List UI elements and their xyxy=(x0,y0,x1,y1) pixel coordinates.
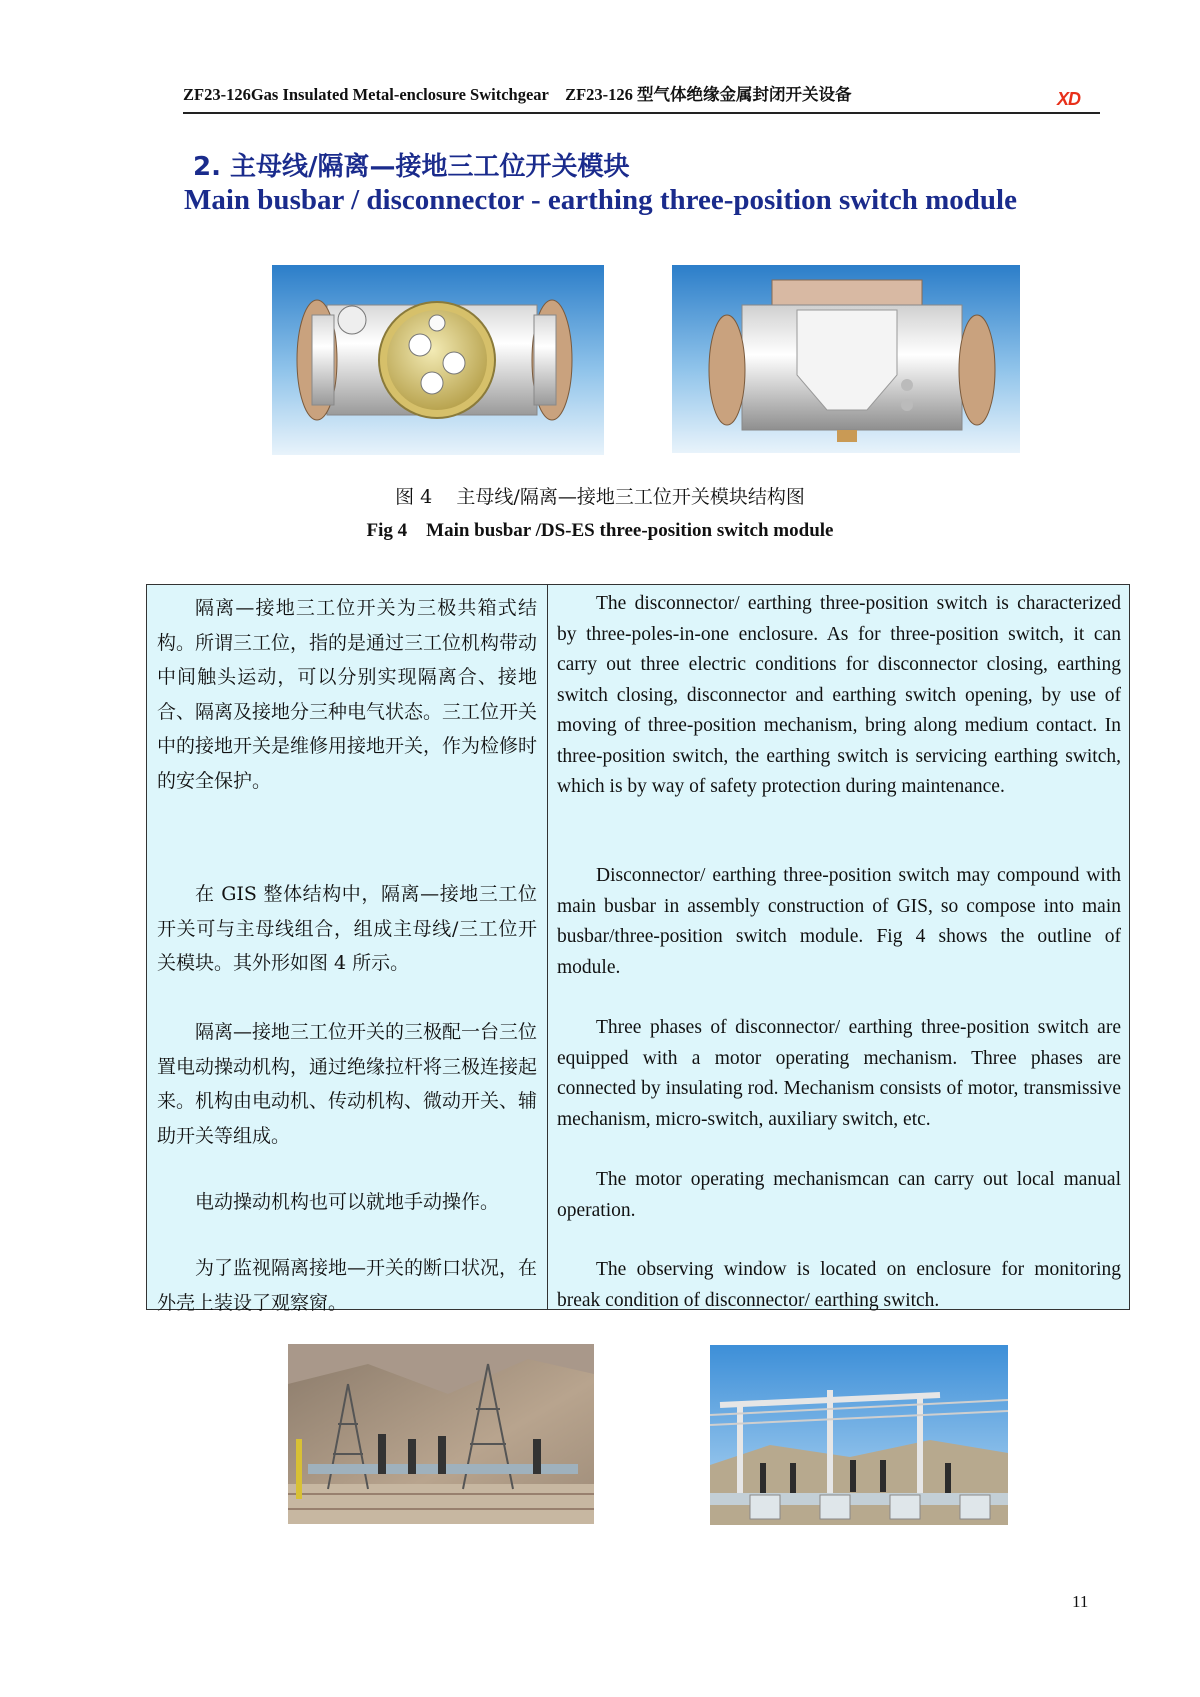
module-side-photo xyxy=(672,265,1020,453)
en-paragraph: Disconnector/ earthing three-position switch may compound with main busbar in assembly construction of GIS, so compose into main busbar/three-position switch module. Fig 4 shows the outline of module. xyxy=(557,865,1121,978)
module-front-photo xyxy=(272,265,604,455)
en-paragraph: The observing window is located on enclosure for monitoring break condition of disconnector/ earthing switch. xyxy=(557,1259,1121,1311)
figure-caption-en: Fig 4 Main busbar /DS-ES three-position switch module xyxy=(366,520,834,541)
page-number: 11 xyxy=(1072,1592,1089,1611)
cn-paragraph: 在 GIS 整体结构中，隔离—接地三工位开关可与主母线组合，组成主母线/三工位开关模块。其外形如图 4 所示。 xyxy=(157,883,537,974)
section-title-en: Main busbar / disconnector - earthing three-position switch module xyxy=(184,184,1017,216)
cn-paragraph: 为了监视隔离接地—开关的断口状况，在外壳上装设了观察窗。 xyxy=(157,1257,538,1314)
en-paragraph: The motor operating mechanismcan can carry out local manual operation. xyxy=(557,1169,1121,1221)
en-paragraph: Three phases of disconnector/ earthing three-position switch are equipped with a motor operating mechanism. Three phases are connected by insulating rod. Mechanism consists of motor, transmissive mechanism, micro-switch, auxiliary switch, etc. xyxy=(557,1017,1121,1130)
page-header xyxy=(183,80,1100,114)
header-text: ZF23-126Gas Insulated Metal-enclosure Switchgear ZF23-126 型气体绝缘金属封闭开关设备 xyxy=(183,85,852,104)
cn-paragraph: 隔离—接地三工位开关为三极共箱式结构。所谓三工位，指的是通过三工位机构带动中间触头运动，可以分别实现隔离合、接地合、隔离及接地分三种电气状态。三工位开关中的接地开关是维修用接地开关，作为检修时的安全保护。 xyxy=(157,597,538,792)
figure-caption-cn: 图 4 主母线/隔离—接地三工位开关模块结构图 xyxy=(395,486,805,508)
cn-paragraph: 隔离—接地三工位开关的三极配一台三位置电动操动机构，通过绝缘拉杆将三极连接起来。机构由电动机、传动机构、微动开关、辅助开关等组成。 xyxy=(157,1021,538,1147)
en-paragraph: The disconnector/ earthing three-position switch is characterized by three-poles-in-one enclosure. As for three-position switch, it can carry out three electric conditions for disconnector closing, earthing switch closing, disconnector and earthing switch opening, by use of moving of three-position mechanism, bring along medium contact. In three-position switch, the earthing switch is servicing earthing switch, which is by way of safety protection during maintenance. xyxy=(557,593,1121,797)
substation-photo-gantry xyxy=(710,1345,1008,1525)
section-title-cn: 2. 主母线/隔离—接地三工位开关模块 xyxy=(193,152,630,182)
bilingual-text-table xyxy=(146,584,1130,1314)
brand-logo: XD xyxy=(1056,89,1080,109)
substation-photo-hillside xyxy=(288,1344,594,1524)
column-divider xyxy=(547,585,548,1309)
cn-paragraph: 电动操动机构也可以就地手动操作。 xyxy=(195,1191,500,1213)
